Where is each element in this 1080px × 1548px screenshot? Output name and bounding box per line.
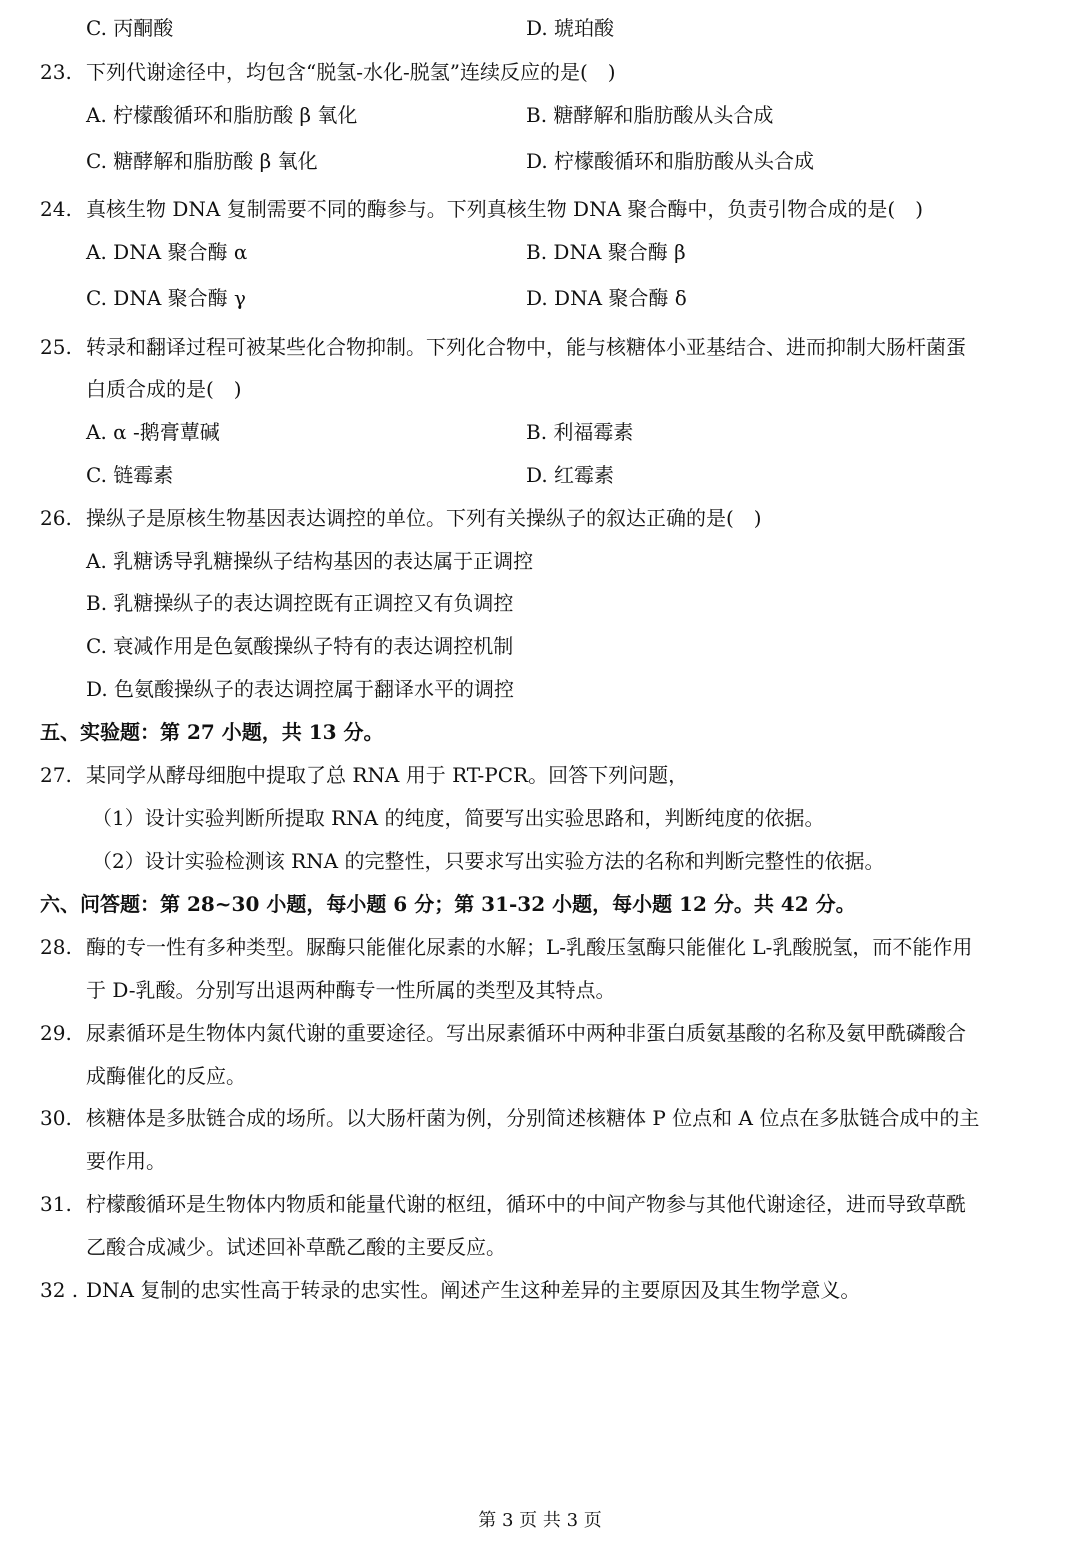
q26-option-d: D. 色氨酸操纵子的表达调控属于翻译水平的调控 (86, 677, 515, 701)
q26-number: 26. (40, 506, 72, 530)
q27-stem: 某同学从酵母细胞中提取了总 RNA 用于 RT-PCR。回答下列问题， (86, 763, 689, 787)
q23-number: 23. (40, 60, 72, 84)
q25-option-b: B. 利福霉素 (526, 420, 634, 444)
q29-stem-line2: 成酶催化的反应。 (86, 1064, 246, 1088)
q24-option-a: A. DNA 聚合酶 α (86, 240, 248, 264)
q27-subquestion-2: （2）设计实验检测该 RNA 的完整性，只要求写出实验方法的名称和判断完整性的依据。 (92, 849, 885, 873)
q23-stem: 下列代谢途径中，均包含“脱氢-水化-脱氢”连续反应的是( ) (86, 60, 616, 84)
q26-stem: 操纵子是原核生物基因表达调控的单位。下列有关操纵子的叙达正确的是( ) (86, 506, 762, 530)
q25-option-c: C. 链霉素 (86, 463, 174, 487)
section-six-heading: 六、问答题：第 28~30 小题，每小题 6 分；第 31-32 小题，每小题 12 分。共 42 分。 (40, 892, 856, 916)
q25-stem-line1: 转录和翻译过程可被某些化合物抑制。下列化合物中，能与核糖体小亚基结合、进而抑制大肠杆菌蛋 (86, 335, 966, 359)
q24-option-b: B. DNA 聚合酶 β (526, 240, 686, 264)
q27-number: 27. (40, 763, 72, 787)
q28-number: 28. (40, 935, 72, 959)
q23-option-a: A. 柠檬酸循环和脂肪酸 β 氧化 (86, 103, 358, 127)
q26-option-b: B. 乳糖操纵子的表达调控既有正调控又有负调控 (86, 591, 514, 615)
q23-option-c: C. 糖酵解和脂肪酸 β 氧化 (86, 149, 318, 173)
q24-number: 24. (40, 197, 72, 221)
q26-option-a: A. 乳糖诱导乳糖操纵子结构基因的表达属于正调控 (86, 549, 534, 573)
q29-number: 29. (40, 1021, 72, 1045)
section-five-heading: 五、实验题：第 27 小题，共 13 分。 (40, 720, 384, 744)
q29-stem-line1: 尿素循环是生物体内氮代谢的重要途径。写出尿素循环中两种非蛋白质氨基酸的名称及氨甲酰磷酸合 (86, 1021, 966, 1045)
q22-option-d: D. 琥珀酸 (526, 16, 615, 40)
q28-stem-line2: 于 D-乳酸。分别写出退两种酶专一性所属的类型及其特点。 (86, 978, 616, 1002)
q25-option-a: A. α -鹅膏蕈碱 (86, 420, 220, 444)
q22-option-c: C. 丙酮酸 (86, 16, 174, 40)
q32-number: 32 . (40, 1278, 79, 1302)
q31-stem-line1: 柠檬酸循环是生物体内物质和能量代谢的枢纽，循环中的中间产物参与其他代谢途径，进而导致草酰 (86, 1192, 966, 1216)
q31-number: 31. (40, 1192, 72, 1216)
q23-option-d: D. 柠檬酸循环和脂肪酸从头合成 (526, 149, 815, 173)
q24-option-d: D. DNA 聚合酶 δ (526, 286, 687, 310)
q27-subquestion-1: （1）设计实验判断所提取 RNA 的纯度，简要写出实验思路和，判断纯度的依据。 (92, 806, 825, 830)
q30-stem-line1: 核糖体是多肽链合成的场所。以大肠杆菌为例，分别简述核糖体 P 位点和 A 位点在多肽链合成中的主 (86, 1106, 980, 1130)
q31-stem-line2: 乙酸合成减少。试述回补草酰乙酸的主要反应。 (86, 1235, 506, 1259)
q25-stem-line2: 白质合成的是( ) (86, 377, 242, 401)
q23-option-b: B. 糖酵解和脂肪酸从头合成 (526, 103, 774, 127)
q30-number: 30. (40, 1106, 72, 1130)
q24-option-c: C. DNA 聚合酶 γ (86, 286, 246, 310)
q26-option-c: C. 衰减作用是色氨酸操纵子特有的表达调控机制 (86, 634, 514, 658)
q24-stem: 真核生物 DNA 复制需要不同的酶参与。下列真核生物 DNA 聚合酶中，负责引物合成的是( ) (86, 197, 923, 221)
page-footer: 第 3 页 共 3 页 (478, 1510, 602, 1531)
q25-option-d: D. 红霉素 (526, 463, 615, 487)
q25-number: 25. (40, 335, 72, 359)
q32-stem: DNA 复制的忠实性高于转录的忠实性。阐述产生这种差异的主要原因及其生物学意义。 (86, 1278, 861, 1302)
q30-stem-line2: 要作用。 (86, 1149, 166, 1173)
q28-stem-line1: 酶的专一性有多种类型。脲酶只能催化尿素的水解；L-乳酸压氢酶只能催化 L-乳酸脱氢，而不能作用 (86, 935, 973, 959)
